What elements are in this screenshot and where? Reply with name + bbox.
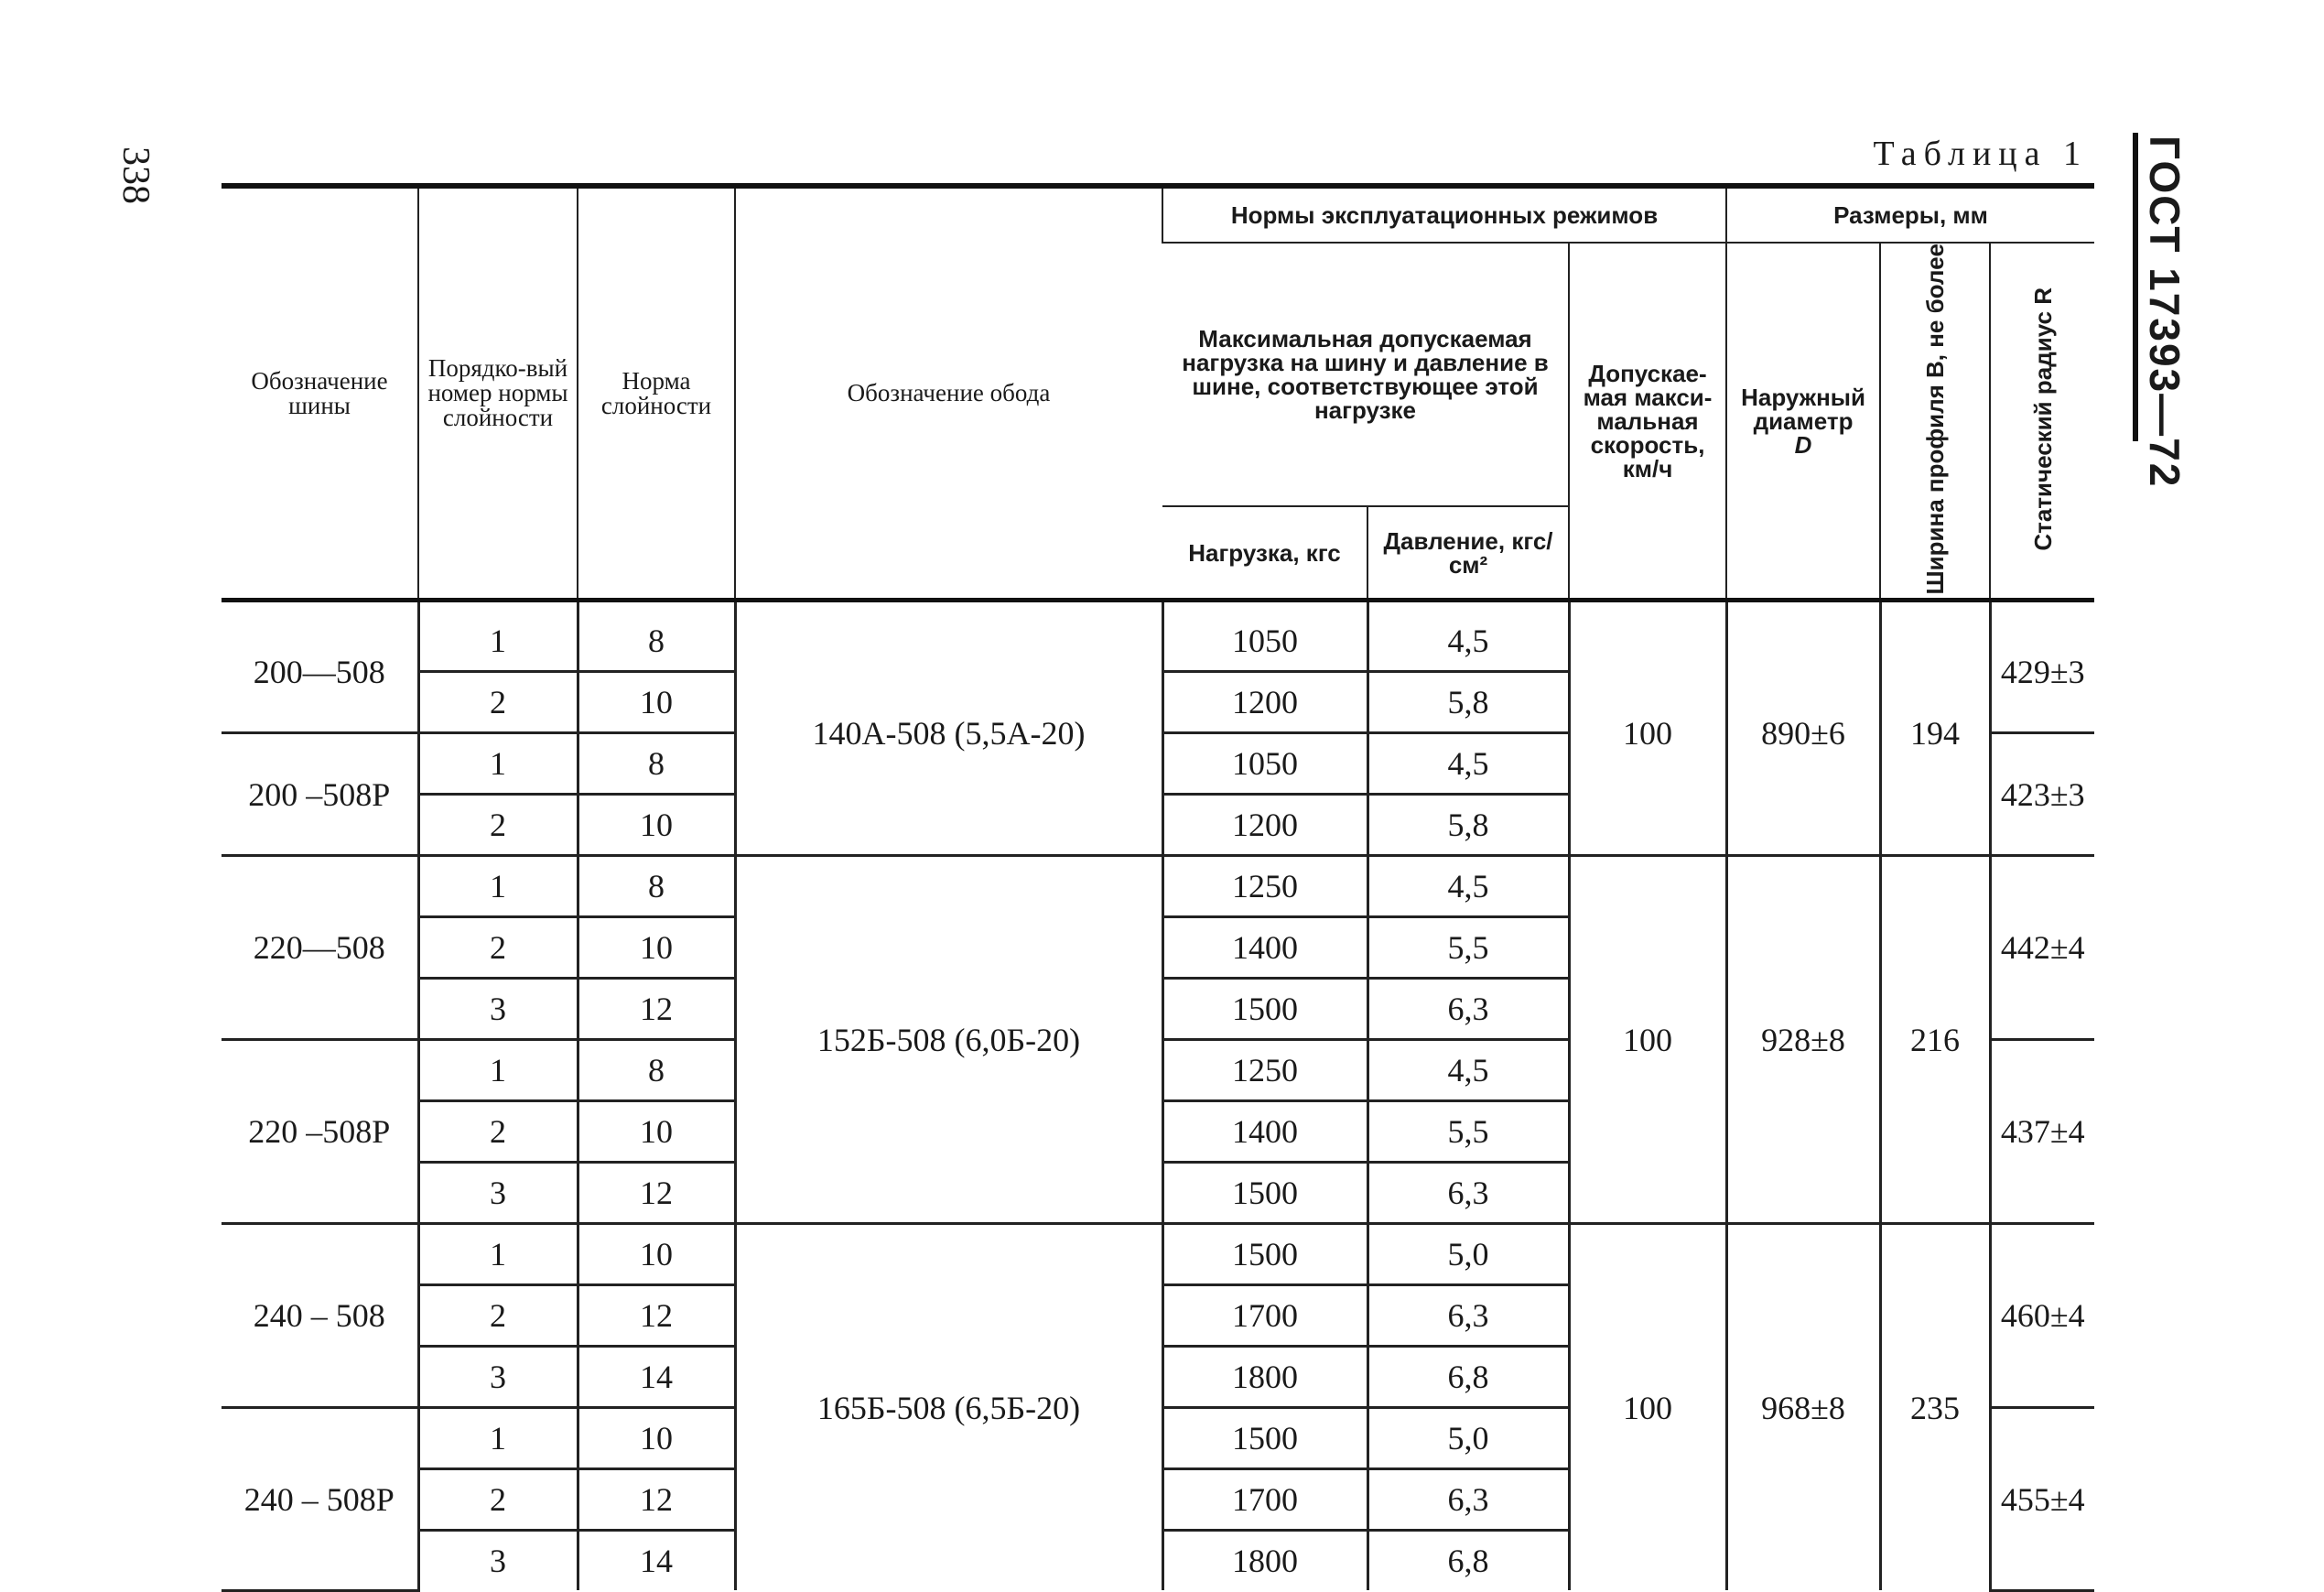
load-cell: 1250 xyxy=(1162,856,1367,917)
spacer-cell xyxy=(1162,601,1367,612)
ordinal-cell: 1 xyxy=(418,856,578,917)
ply-cell: 8 xyxy=(578,1040,735,1101)
diameter-cell: 890±6 xyxy=(1726,612,1880,856)
ordinal-cell: 3 xyxy=(418,1163,578,1224)
load-cell: 1050 xyxy=(1162,612,1367,672)
spacer-cell xyxy=(1880,601,1990,612)
tire-specs-table xyxy=(222,183,2094,1592)
header-width-label: Ширина профиля B, не более xyxy=(1921,244,1950,595)
ply-cell: 10 xyxy=(578,917,735,979)
ordinal-cell: 3 xyxy=(418,1347,578,1408)
ply-cell: 10 xyxy=(578,1408,735,1469)
load-cell: 1700 xyxy=(1162,1469,1367,1531)
load-cell: 1800 xyxy=(1162,1347,1367,1408)
ply-cell: 8 xyxy=(578,733,735,795)
ply-cell: 10 xyxy=(578,672,735,733)
spacer-cell xyxy=(222,601,418,612)
ordinal-cell: 1 xyxy=(418,612,578,672)
rim-cell: 152Б-508 (6,0Б-20) xyxy=(735,856,1162,1224)
header-max-load-group: Максимальная допускаемая нагрузка на шину и давление в шине, соответствующее этой нагрузке xyxy=(1162,243,1569,506)
table-row xyxy=(222,612,2094,672)
pressure-cell: 5,0 xyxy=(1367,1224,1569,1285)
pressure-cell: 4,5 xyxy=(1367,856,1569,917)
pressure-cell: 6,3 xyxy=(1367,1163,1569,1224)
spacer-cell xyxy=(1569,601,1726,612)
ordinal-cell: 3 xyxy=(418,1531,578,1591)
radius-cell: 442±4 xyxy=(1990,856,2094,1040)
header-radius-label: Статический радиус R xyxy=(2028,287,2057,551)
header-load: Нагрузка, кгс xyxy=(1162,506,1367,601)
load-cell: 1800 xyxy=(1162,1531,1367,1591)
rim-cell: 165Б-508 (6,5Б-20) xyxy=(735,1224,1162,1591)
load-cell: 1500 xyxy=(1162,1408,1367,1469)
tire-name-cell: 240 – 508 xyxy=(222,1224,418,1408)
ordinal-cell: 2 xyxy=(418,795,578,856)
ply-cell: 10 xyxy=(578,1101,735,1163)
header-norms-group: Нормы эксплуатационных режимов xyxy=(1162,186,1726,243)
tire-name-cell: 240 – 508Р xyxy=(222,1408,418,1591)
pressure-cell: 5,5 xyxy=(1367,917,1569,979)
ordinal-cell: 1 xyxy=(418,1040,578,1101)
header-sizes-group: Размеры, мм xyxy=(1726,186,2094,243)
ordinal-cell: 2 xyxy=(418,1469,578,1531)
pressure-cell: 6,8 xyxy=(1367,1531,1569,1591)
load-cell: 1700 xyxy=(1162,1285,1367,1347)
ply-cell: 14 xyxy=(578,1531,735,1591)
header-ply: Норма слойности xyxy=(578,186,735,601)
ply-cell: 12 xyxy=(578,1469,735,1531)
diameter-cell: 928±8 xyxy=(1726,856,1880,1224)
spacer-cell xyxy=(1367,601,1569,612)
spacer-cell xyxy=(418,601,578,612)
ply-cell: 10 xyxy=(578,1224,735,1285)
pressure-cell: 5,0 xyxy=(1367,1408,1569,1469)
pressure-cell: 5,8 xyxy=(1367,795,1569,856)
pressure-cell: 4,5 xyxy=(1367,612,1569,672)
load-cell: 1250 xyxy=(1162,1040,1367,1101)
standard-code: ГОСТ 17393—72 xyxy=(2141,135,2189,489)
tire-name-cell: 220—508 xyxy=(222,856,418,1040)
load-cell: 1200 xyxy=(1162,795,1367,856)
pressure-cell: 4,5 xyxy=(1367,1040,1569,1101)
ordinal-cell: 2 xyxy=(418,917,578,979)
radius-cell: 429±3 xyxy=(1990,612,2094,733)
spacer-cell xyxy=(578,601,735,612)
ordinal-cell: 1 xyxy=(418,1408,578,1469)
header-pressure: Давление, кгс/см² xyxy=(1367,506,1569,601)
tire-name-cell: 200—508 xyxy=(222,612,418,733)
header-speed: Допускае-мая макси-мальная скорость, км/ч xyxy=(1569,243,1726,601)
table-title: Таблица 1 xyxy=(1873,135,2088,173)
radius-cell: 455±4 xyxy=(1990,1408,2094,1591)
speed-cell: 100 xyxy=(1569,856,1726,1224)
ordinal-cell: 2 xyxy=(418,1285,578,1347)
radius-cell: 437±4 xyxy=(1990,1040,2094,1224)
width-cell: 194 xyxy=(1880,612,1990,856)
radius-cell: 423±3 xyxy=(1990,733,2094,856)
spacer-cell xyxy=(1990,601,2094,612)
pressure-cell: 6,3 xyxy=(1367,1469,1569,1531)
ply-cell: 10 xyxy=(578,795,735,856)
ordinal-cell: 1 xyxy=(418,733,578,795)
ply-cell: 8 xyxy=(578,612,735,672)
header-width xyxy=(1880,243,1990,601)
ply-cell: 12 xyxy=(578,1163,735,1224)
width-cell: 216 xyxy=(1880,856,1990,1224)
radius-cell: 460±4 xyxy=(1990,1224,2094,1408)
spacer-cell xyxy=(1726,601,1880,612)
ordinal-cell: 1 xyxy=(418,1224,578,1285)
header-outer-diameter-label: Наружный диаметр xyxy=(1741,383,1865,435)
header-outer-diameter-symbol: D xyxy=(1794,430,1812,459)
table-row xyxy=(222,1224,2094,1285)
load-cell: 1500 xyxy=(1162,1163,1367,1224)
header-outer-diameter xyxy=(1726,243,1880,601)
load-cell: 1400 xyxy=(1162,917,1367,979)
pressure-cell: 6,8 xyxy=(1367,1347,1569,1408)
ordinal-cell: 3 xyxy=(418,979,578,1040)
page-number: 338 xyxy=(114,146,157,204)
load-cell: 1200 xyxy=(1162,672,1367,733)
standard-divider xyxy=(2133,133,2138,441)
tire-name-cell: 220 –508Р xyxy=(222,1040,418,1224)
header-tire: Обозначение шины xyxy=(222,186,418,601)
spacer-cell xyxy=(735,601,1162,612)
header-ordinal: Порядко-вый номер нормы слойности xyxy=(418,186,578,601)
pressure-cell: 6,3 xyxy=(1367,979,1569,1040)
ply-cell: 14 xyxy=(578,1347,735,1408)
pressure-cell: 5,8 xyxy=(1367,672,1569,733)
table-body xyxy=(222,601,2094,1591)
header-radius xyxy=(1990,243,2094,601)
ply-cell: 12 xyxy=(578,979,735,1040)
header-rim: Обозначение обода xyxy=(735,186,1162,601)
ply-cell: 8 xyxy=(578,856,735,917)
ordinal-cell: 2 xyxy=(418,672,578,733)
table-row xyxy=(222,856,2094,917)
speed-cell: 100 xyxy=(1569,612,1726,856)
width-cell: 235 xyxy=(1880,1224,1990,1591)
pressure-cell: 5,5 xyxy=(1367,1101,1569,1163)
pressure-cell: 6,3 xyxy=(1367,1285,1569,1347)
load-cell: 1500 xyxy=(1162,1224,1367,1285)
ordinal-cell: 2 xyxy=(418,1101,578,1163)
pressure-cell: 4,5 xyxy=(1367,733,1569,795)
rim-cell: 140А-508 (5,5А-20) xyxy=(735,612,1162,856)
load-cell: 1400 xyxy=(1162,1101,1367,1163)
load-cell: 1500 xyxy=(1162,979,1367,1040)
ply-cell: 12 xyxy=(578,1285,735,1347)
tire-name-cell: 200 –508Р xyxy=(222,733,418,856)
load-cell: 1050 xyxy=(1162,733,1367,795)
diameter-cell: 968±8 xyxy=(1726,1224,1880,1591)
speed-cell: 100 xyxy=(1569,1224,1726,1591)
